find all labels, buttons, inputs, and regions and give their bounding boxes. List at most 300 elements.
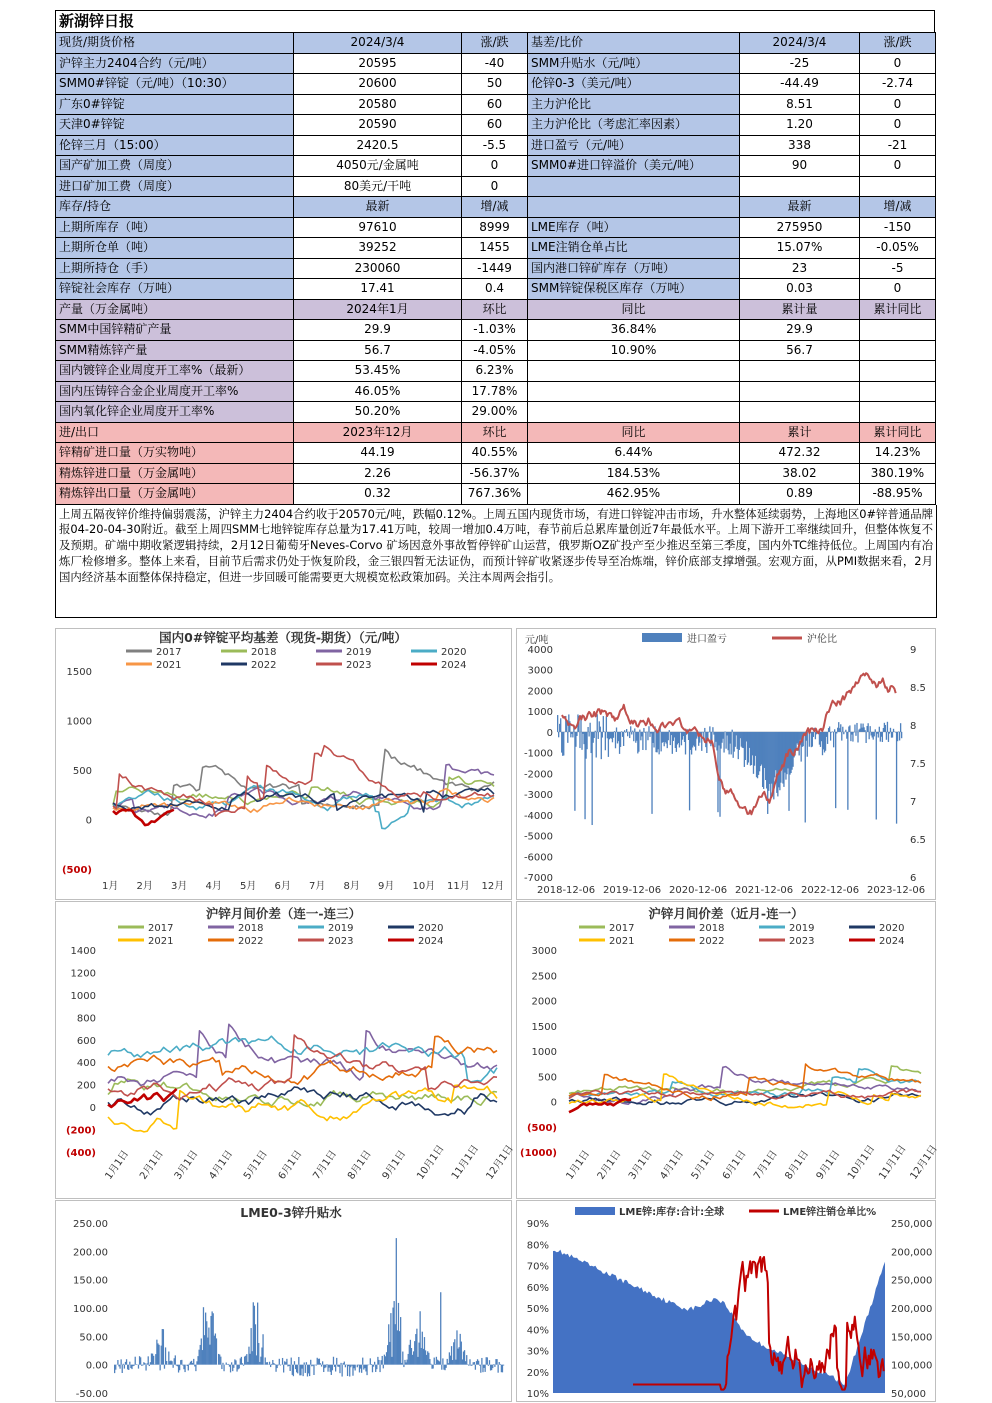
lme03-bar [298, 1357, 299, 1365]
import-bar [831, 732, 832, 733]
table-cell: 2420.5 [294, 135, 462, 156]
table-cell: 50 [462, 74, 528, 95]
s13-legend-label: 2019 [328, 923, 354, 934]
table-cell: 上期所库存（吨） [56, 217, 294, 238]
lme03-bar [158, 1345, 159, 1365]
lme03-bar [440, 1292, 441, 1364]
lmes-y-left-tick: 80% [526, 1240, 549, 1252]
s13-y-tick: 400 [76, 1058, 96, 1070]
lme03-bar [494, 1365, 495, 1367]
lme03-bar [402, 1352, 403, 1365]
s01-x-tick: 7月1日 [752, 1148, 780, 1182]
import-bar [620, 732, 621, 747]
stock-header-cell: 最新 [740, 197, 860, 218]
lme03-bar [468, 1365, 469, 1366]
import-bar [897, 732, 898, 741]
table-cell: 国产矿加工费（周度） [56, 156, 294, 177]
import-bar [852, 732, 853, 742]
lme03-chart-title: LME0-3锌升贴水 [240, 1205, 342, 1220]
import-bar [879, 727, 880, 732]
lme03-bar [326, 1364, 327, 1365]
table-cell: 50.20% [294, 402, 462, 423]
import-bar [901, 732, 902, 738]
table-cell: 进口盈亏（元/吨） [528, 135, 740, 156]
import-bar [830, 732, 831, 741]
import-bar [856, 723, 857, 732]
lme03-bar [163, 1329, 164, 1364]
lme03-bar [325, 1365, 326, 1368]
import-bar [679, 732, 680, 748]
import-bar [588, 732, 589, 737]
basis-x-tick: 5月 [240, 881, 257, 892]
table-cell: LME注销仓单占比 [528, 238, 740, 259]
table-cell: 天津0#锌锭 [56, 115, 294, 136]
table-cell: 国内氧化锌企业周度开工率% [56, 402, 294, 423]
table-cell: 伦锌0-3（美元/吨） [528, 74, 740, 95]
lme03-bar [502, 1365, 503, 1373]
trade-header-row [56, 422, 936, 443]
stock-header-cell: 增/减 [860, 197, 936, 218]
basis-series-line [113, 810, 174, 825]
lme03-bar [492, 1365, 493, 1368]
table-cell [740, 176, 860, 197]
table-cell: 60 [462, 115, 528, 136]
spot-header-cell: 现货/期货价格 [56, 33, 294, 54]
lme03-y-tick: 250.00 [73, 1219, 108, 1230]
import-bar [853, 732, 854, 733]
import-bar [597, 714, 598, 732]
basis-y-tick: 1500 [66, 667, 92, 678]
import-bar [805, 732, 806, 823]
import-bar [560, 718, 561, 732]
import-bar [633, 732, 634, 741]
import-bar [558, 732, 559, 737]
lme03-bar [166, 1361, 167, 1365]
table-cell: 80美元/干吨 [294, 176, 462, 197]
lme03-bar [243, 1365, 244, 1366]
basis-y-tick: 500 [72, 766, 92, 777]
lme03-bar [305, 1365, 306, 1373]
lme03-bar [283, 1365, 284, 1373]
table-cell: 8.51 [740, 94, 860, 115]
lme03-bar [498, 1365, 499, 1373]
lme03-bar [239, 1365, 240, 1369]
import-y-left-tick: 4000 [527, 645, 553, 656]
import-bar [658, 732, 659, 754]
lmes-y-right-tick: 250,000 [891, 1219, 933, 1230]
table-cell: -40 [462, 53, 528, 74]
import-bar [626, 729, 627, 732]
import-bar [889, 732, 890, 734]
basis-legend-label: 2024 [441, 660, 467, 671]
lme03-bar [123, 1364, 124, 1365]
table-cell: 380.19% [860, 463, 936, 484]
basis-x-tick: 8月 [343, 881, 360, 892]
import-y-left-tick: 0 [546, 727, 553, 739]
spread13-chart [56, 902, 516, 1198]
import-bar [854, 725, 855, 732]
table-cell: 0.32 [294, 484, 462, 505]
lme03-bar [121, 1359, 122, 1364]
s01-y-tick: (1000) [520, 1148, 557, 1159]
table-row [56, 53, 936, 74]
basis-legend-label: 2021 [156, 660, 182, 671]
stock-header-cell [528, 197, 740, 218]
table-row [56, 402, 936, 423]
s01-y-tick: 500 [537, 1072, 557, 1084]
basis-x-tick: 4月 [205, 881, 222, 892]
table-cell: -44.49 [740, 74, 860, 95]
lme03-bar [355, 1365, 356, 1371]
table-row [56, 443, 936, 464]
lme03-bar [117, 1360, 118, 1365]
lme03-bar [316, 1365, 317, 1366]
import-bar [813, 732, 814, 737]
table-cell: 17.78% [462, 381, 528, 402]
import-bar [807, 732, 808, 757]
s13-x-tick: 7月1日 [311, 1148, 340, 1182]
import-bar [630, 726, 631, 732]
basis-y-tick: 1000 [66, 716, 92, 728]
s13-legend-label: 2020 [418, 923, 444, 934]
lme03-bar [164, 1365, 165, 1369]
import-x-tick: 2020-12-06 [669, 885, 728, 896]
table-cell: 462.95% [528, 484, 740, 505]
table-cell: -21 [860, 135, 936, 156]
import-bar [707, 732, 708, 738]
import-bar [833, 732, 834, 747]
lme03-bar [487, 1357, 488, 1364]
lmes-y-right-tick: 250,000 [891, 1275, 933, 1287]
import-bar [627, 732, 628, 736]
import-bar [870, 726, 871, 732]
import-bar [653, 732, 654, 748]
table-cell: 6.44% [528, 443, 740, 464]
import-bar [579, 732, 580, 748]
s13-x-tick: 4月1日 [207, 1148, 236, 1182]
s13-y-tick: 0 [89, 1103, 96, 1115]
table-cell: 472.32 [740, 443, 860, 464]
table-cell: SMM0#锌锭（元/吨）（10:30） [56, 74, 294, 95]
stock-header-row [56, 197, 936, 218]
table-row [56, 463, 936, 484]
lme03-bar [333, 1357, 334, 1365]
import-bar [563, 732, 564, 756]
s13-legend-label: 2017 [148, 923, 174, 934]
lme03-bar [122, 1365, 123, 1373]
basis-x-tick: 12月 [481, 881, 505, 892]
lme03-bar [188, 1365, 189, 1371]
lme03-bar [119, 1365, 120, 1369]
s01-x-tick: 2月1日 [595, 1148, 624, 1182]
lmes-y-left-tick: 10% [526, 1389, 549, 1400]
lme03-y-tick: 150.00 [73, 1275, 108, 1287]
lme03-bar [446, 1365, 447, 1368]
table-row [56, 361, 936, 382]
table-cell: 767.36% [462, 484, 528, 505]
s13-series-line [108, 1036, 497, 1084]
stock-header-cell: 最新 [294, 197, 462, 218]
table-cell: 230060 [294, 258, 462, 279]
trade-header-cell: 2023年12月 [294, 422, 462, 443]
import-unit-label: 元/吨 [525, 635, 549, 646]
lme03-bar [472, 1365, 473, 1366]
table-cell: 0 [860, 94, 936, 115]
table-cell: 广东0#锌锭 [56, 94, 294, 115]
s01-x-tick: 9月1日 [814, 1148, 843, 1182]
output-header-cell: 累计同比 [860, 299, 936, 320]
lmes-y-left-tick: 40% [526, 1325, 549, 1337]
s13-x-tick: 2月1日 [138, 1148, 166, 1182]
basis-legend-label: 2019 [346, 647, 372, 658]
import-bar [621, 731, 622, 732]
lme03-bar [140, 1357, 141, 1364]
import-bar [589, 723, 590, 732]
report-title: 新湖锌日报 [55, 10, 935, 32]
lme03-bar [242, 1363, 243, 1364]
lme03-bar [233, 1365, 234, 1368]
s01-x-tick: 11月1日 [877, 1143, 909, 1182]
s01-legend-label: 2018 [699, 923, 725, 934]
s01-chart-title: 沪锌月间价差（近月-连一） [648, 906, 804, 921]
import-y-left-tick: -4000 [523, 810, 553, 822]
table-cell: SMM0#进口锌溢价（美元/吨） [528, 156, 740, 177]
basis-x-tick: 1月 [102, 881, 119, 892]
s01-x-tick: 1月1日 [564, 1148, 593, 1182]
import-y-right-tick: 7.5 [910, 759, 926, 770]
s13-y-tick: (400) [65, 1148, 96, 1159]
import-bar [809, 732, 810, 747]
import-y-right-tick: 8 [910, 721, 917, 732]
import-bar [557, 715, 558, 732]
table-cell: LME库存（吨） [528, 217, 740, 238]
table-cell: 0 [860, 156, 936, 177]
lme03-bar [220, 1357, 221, 1365]
lmes-y-left-tick: 30% [526, 1346, 549, 1358]
table-row [56, 279, 936, 300]
table-cell: -5 [860, 258, 936, 279]
lme03-bar [222, 1363, 223, 1365]
import-bar [845, 730, 846, 732]
import-legend-swatch [642, 633, 682, 642]
lme03-bar [231, 1362, 232, 1364]
lme03-bar [303, 1365, 304, 1376]
table-row [56, 74, 936, 95]
table-cell: 主力沪伦比 [528, 94, 740, 115]
table-cell: -1.03% [462, 320, 528, 341]
table-cell: 56.7 [294, 340, 462, 361]
table-cell: -56.37% [462, 463, 528, 484]
s01-legend-label: 2022 [699, 936, 725, 947]
import-y-left-tick: 3000 [527, 665, 553, 677]
lme03-bar [291, 1358, 292, 1365]
import-x-tick: 2018-12-06 [537, 885, 596, 896]
table-cell: 44.19 [294, 443, 462, 464]
import-y-left-tick: 1000 [527, 707, 553, 719]
import-bar [634, 728, 635, 731]
table-cell: 0 [860, 279, 936, 300]
s13-y-tick: 1400 [70, 946, 96, 957]
table-cell [528, 176, 740, 197]
output-header-cell: 2024年1月 [294, 299, 462, 320]
table-cell: 90 [740, 156, 860, 177]
lmes-y-right-tick: 150,000 [891, 1332, 933, 1344]
lme03-bar [310, 1360, 311, 1365]
lme03-bar [258, 1343, 259, 1365]
table-cell: 15.07% [740, 238, 860, 259]
import-y-left-tick: -7000 [523, 873, 553, 884]
table-cell [740, 361, 860, 382]
import-bar [638, 732, 639, 752]
lme03-bar [478, 1361, 479, 1365]
lme03-bar [179, 1365, 180, 1371]
basis-legend-label: 2020 [441, 647, 467, 658]
table-cell: 上期所持仓（手） [56, 258, 294, 279]
lme03-bar [267, 1362, 268, 1365]
s01-legend-label: 2020 [879, 923, 905, 934]
lme03-chart-panel [55, 1200, 512, 1402]
table-cell [860, 320, 936, 341]
table-cell: SMM中国锌精矿产量 [56, 320, 294, 341]
table-cell: 46.05% [294, 381, 462, 402]
lmes-y-left-tick: 70% [526, 1261, 549, 1273]
table-cell: 20590 [294, 115, 462, 136]
import-bar [843, 732, 844, 734]
import-bar [572, 732, 573, 738]
table-row [56, 176, 936, 197]
table-cell: 275950 [740, 217, 860, 238]
lme03-bar [469, 1359, 470, 1364]
basis-x-tick: 2月 [136, 881, 153, 892]
lme03-bar [230, 1365, 231, 1373]
table-cell: 伦锌三月（15:00） [56, 135, 294, 156]
table-row [56, 135, 936, 156]
import-bar [581, 732, 582, 750]
table-cell: 锌精矿进口量（万实物吨） [56, 443, 294, 464]
basis-x-tick: 10月 [412, 881, 436, 892]
lme03-bar [481, 1358, 482, 1365]
lme03-bar [216, 1338, 217, 1364]
table-cell: 20580 [294, 94, 462, 115]
lme03-y-tick: 50.00 [79, 1332, 108, 1344]
lme03-bar [145, 1365, 146, 1371]
s01-legend-label: 2017 [609, 923, 635, 934]
table-cell: 主力沪伦比（考虑汇率因素） [528, 115, 740, 136]
table-cell: 锌锭社会库存（万吨） [56, 279, 294, 300]
table-cell: 国内镀锌企业周度开工率%（最新） [56, 361, 294, 382]
table-cell: -1449 [462, 258, 528, 279]
s13-y-tick: 200 [76, 1080, 96, 1092]
import-bar [685, 732, 686, 755]
import-bar [598, 732, 599, 739]
lme03-bar [332, 1365, 333, 1371]
table-cell: 56.7 [740, 340, 860, 361]
lme03-bar [149, 1365, 150, 1366]
import-bar [885, 725, 886, 732]
import-bar [847, 732, 848, 810]
import-bar [864, 730, 865, 732]
lme03-bar [382, 1356, 383, 1365]
basis-x-tick: 7月 [309, 881, 326, 892]
import-bar [874, 732, 875, 736]
table-cell: -5.5 [462, 135, 528, 156]
lmes-y-right-tick: 100,000 [891, 1360, 933, 1372]
lme03-bar [142, 1365, 143, 1366]
lme03-bar [262, 1334, 263, 1364]
s13-series-line [108, 1035, 497, 1100]
import-bar [595, 731, 596, 732]
import-bar [723, 732, 724, 753]
import-y-left-tick: -3000 [523, 790, 553, 802]
s13-legend-label: 2023 [328, 936, 354, 947]
lmes-y-left-tick: 50% [526, 1304, 549, 1315]
import-bar [732, 730, 733, 732]
s13-x-tick: 5月1日 [241, 1148, 270, 1182]
import-y-left-tick: -6000 [523, 852, 553, 864]
lme03-bar [135, 1357, 136, 1365]
table-cell: 0 [860, 53, 936, 74]
table-cell: 29.9 [294, 320, 462, 341]
lmes-y-right-tick: 50,000 [891, 1389, 926, 1400]
output-header-cell: 累计量 [740, 299, 860, 320]
lme03-chart [56, 1201, 511, 1401]
lme03-bar [293, 1365, 294, 1377]
import-x-tick: 2019-12-06 [603, 885, 662, 896]
lme03-bar [228, 1364, 229, 1365]
table-cell: -2.74 [860, 74, 936, 95]
table-cell [860, 361, 936, 382]
table-cell: 39252 [294, 238, 462, 259]
lme03-bar [173, 1365, 174, 1368]
table-cell [740, 402, 860, 423]
table-cell [528, 361, 740, 382]
import-bar [567, 732, 568, 743]
table-cell: 20595 [294, 53, 462, 74]
lme03-y-tick: 200.00 [73, 1247, 108, 1259]
s13-legend-label: 2021 [148, 936, 174, 947]
table-row [56, 340, 936, 361]
import-bar [869, 732, 870, 739]
lme03-bar [335, 1365, 336, 1372]
lme03-bar [134, 1365, 135, 1366]
import-bar [606, 716, 607, 732]
import-bar [875, 729, 876, 732]
import-bar [615, 732, 616, 748]
s13-x-tick: 9月1日 [380, 1148, 409, 1182]
import-legend-label: 沪伦比 [807, 634, 837, 645]
import-bar [842, 727, 843, 732]
lme03-bar [320, 1363, 321, 1364]
s13-legend-label: 2022 [238, 936, 264, 947]
basis-x-tick: 11月 [447, 881, 470, 892]
lmes-legend-swatch [575, 1207, 615, 1215]
import-bar [631, 732, 632, 735]
lme03-y-tick: 100.00 [73, 1304, 108, 1315]
lme03-bar [336, 1358, 337, 1365]
table-cell [860, 381, 936, 402]
s01-legend-label: 2023 [789, 936, 815, 947]
table-cell: -0.05% [860, 238, 936, 259]
lme03-bar [366, 1365, 367, 1375]
lme03-bar [339, 1365, 340, 1373]
s13-x-tick: 3月1日 [172, 1148, 201, 1182]
lme03-bar [340, 1363, 341, 1365]
lme03-bar [124, 1365, 125, 1369]
import-x-tick: 2022-12-06 [801, 885, 860, 896]
lme03-bar [371, 1364, 372, 1365]
import-chart-panel [516, 628, 936, 900]
report-sheet [55, 10, 935, 618]
